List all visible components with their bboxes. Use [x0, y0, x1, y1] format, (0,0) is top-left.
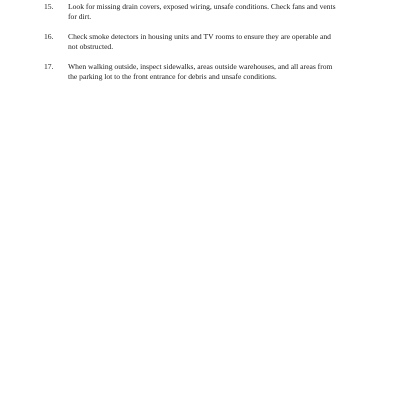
- list-item: [44, 2, 364, 21]
- item-text: Look for missing drain covers, exposed wiring, unsafe conditions. Check fans and vents for dirt.: [68, 2, 336, 21]
- checklist: [44, 2, 364, 93]
- item-number: 15.: [44, 2, 54, 11]
- list-item: [44, 32, 364, 51]
- item-text: When walking outside, inspect sidewalks, areas outside warehouses, and all areas from the parking lot to the front entrance for debris and unsafe conditions.: [68, 62, 333, 81]
- item-number: 16.: [44, 32, 54, 42]
- item-number: 17.: [44, 62, 54, 72]
- item-text: Check smoke detectors in housing units and TV rooms to ensure they are operable and not obstructed.: [68, 32, 331, 51]
- list-item: [44, 62, 364, 81]
